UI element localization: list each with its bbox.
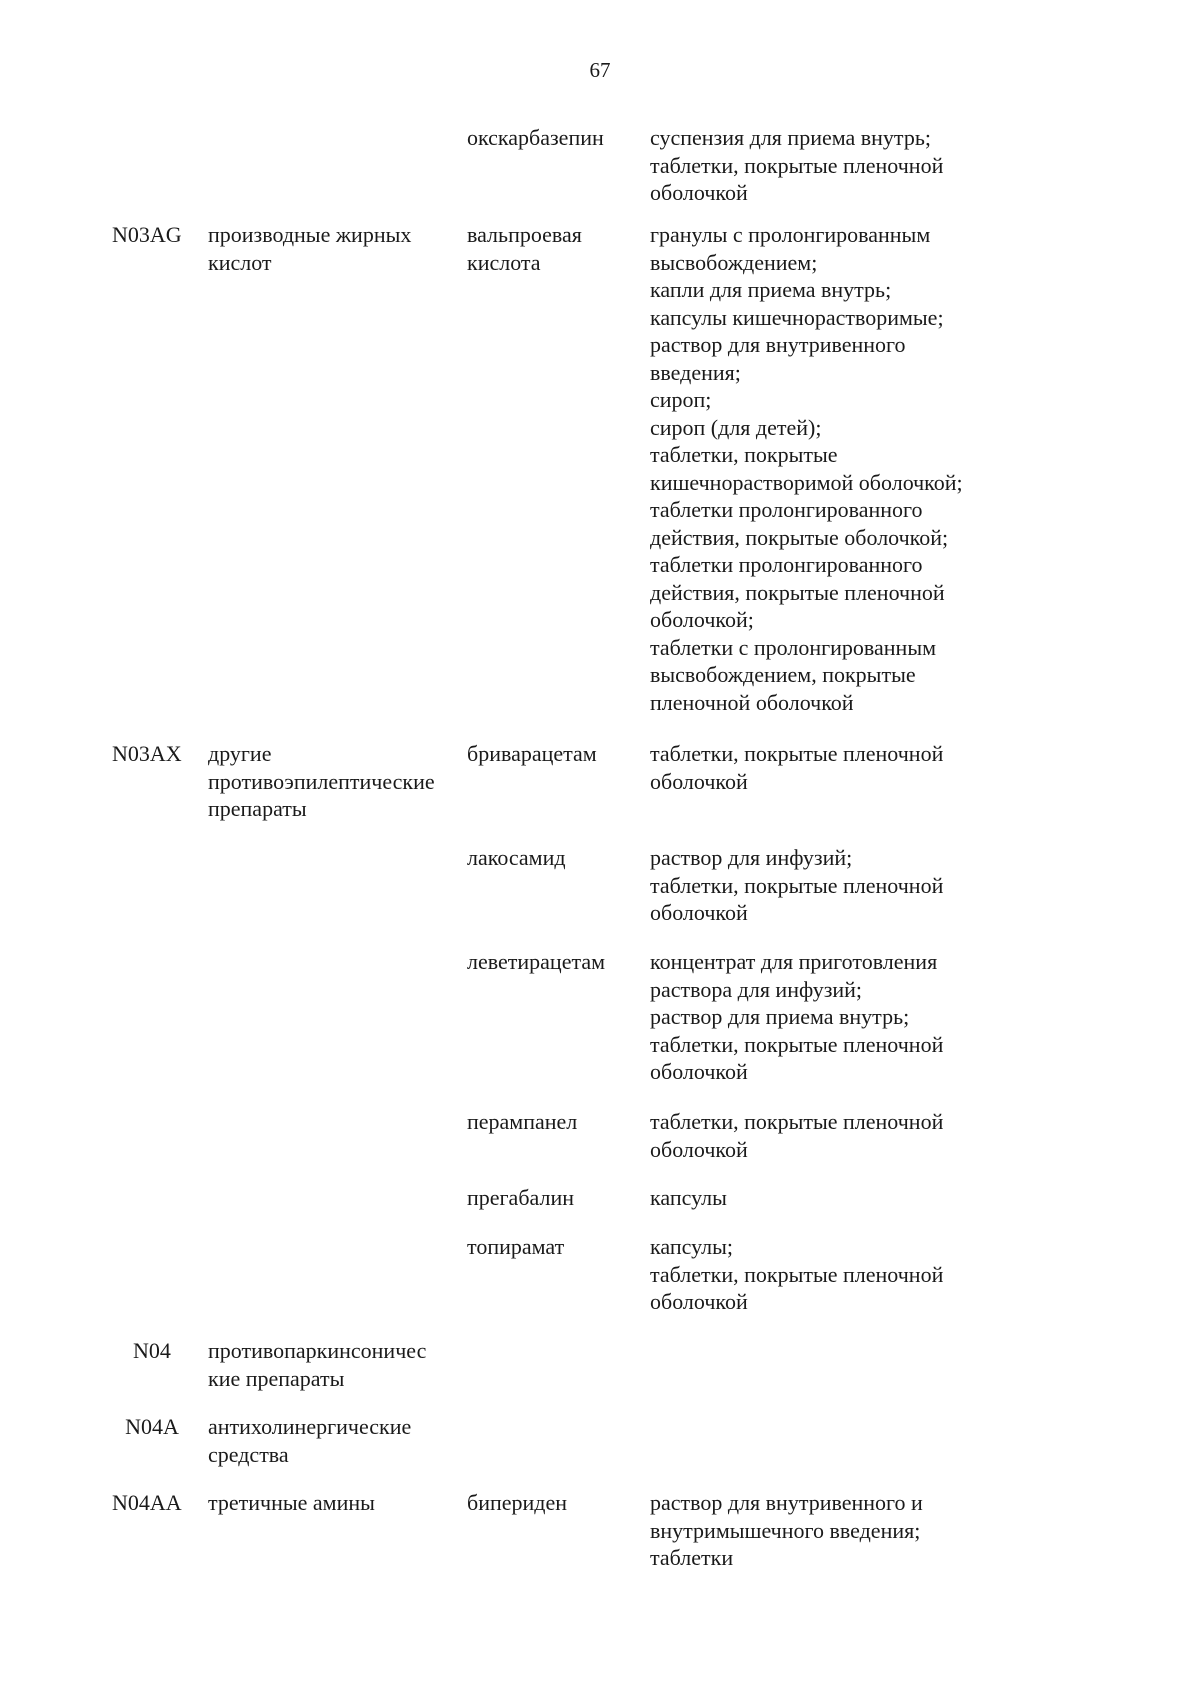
drug-name: перампанел: [467, 1109, 578, 1134]
table-row: [0, 740, 1200, 844]
table-row: [0, 221, 1200, 740]
atc-code: N04A: [125, 1414, 179, 1439]
anatomical-therapeutic-group: производные жирных кислот: [208, 222, 412, 275]
table-row: [0, 844, 1200, 948]
atc-code: N03AG: [112, 222, 182, 247]
table-row: [0, 1413, 1200, 1489]
anatomical-therapeutic-group: противопаркинсоничес кие препараты: [208, 1338, 427, 1391]
dosage-forms: раствор для инфузий; таблетки, покрытые пленочной оболочкой: [650, 845, 944, 925]
drug-name: бипериден: [467, 1490, 568, 1515]
table-row: [0, 1489, 1200, 1579]
dosage-forms: гранулы с пролонгированным высвобождением; капли для приема внутрь; капсулы кишечнорастворимые; раствор для внутривенного введения; сироп; сироп (для детей); таблетки, покрытые кишечнорастворимой оболочкой; таблетки пролонгированного действия, покрытые оболочкой; таблетки пролонгированного действия, покрытые пленочной оболочкой; таблетки с пролонгированным высвобождением, покрытые пленочной оболочкой: [650, 222, 963, 715]
dosage-forms: раствор для внутривенного и внутримышечного введения; таблетки: [650, 1490, 923, 1570]
drug-name: прегабалин: [467, 1185, 575, 1210]
atc-code: N03AX: [112, 741, 182, 766]
dosage-forms: суспензия для приема внутрь; таблетки, покрытые пленочной оболочкой: [650, 125, 944, 205]
drug-name: топирамат: [467, 1234, 565, 1259]
dosage-forms: капсулы; таблетки, покрытые пленочной оболочкой: [650, 1234, 944, 1314]
drug-table: [0, 124, 1200, 1579]
atc-code: N04: [133, 1338, 171, 1363]
table-row: [0, 124, 1200, 221]
dosage-forms: концентрат для приготовления раствора для инфузий; раствор для приема внутрь; таблетки, покрытые пленочной оболочкой: [650, 949, 944, 1084]
table-row: [0, 948, 1200, 1108]
table-row: [0, 1233, 1200, 1337]
dosage-forms: таблетки, покрытые пленочной оболочкой: [650, 1109, 944, 1162]
drug-name: лакосамид: [467, 845, 566, 870]
table-row: [0, 1337, 1200, 1413]
table-row: [0, 1108, 1200, 1184]
drug-name: вальпроевая кислота: [467, 222, 582, 275]
table-row: [0, 1184, 1200, 1233]
atc-code: N04AA: [112, 1490, 182, 1515]
drug-name: леветирацетам: [467, 949, 606, 974]
dosage-forms: таблетки, покрытые пленочной оболочкой: [650, 741, 944, 794]
anatomical-therapeutic-group: третичные амины: [208, 1490, 375, 1515]
drug-name: бриварацетам: [467, 741, 597, 766]
anatomical-therapeutic-group: другие противоэпилептические препараты: [208, 741, 435, 821]
page-number: 67: [589, 58, 611, 82]
dosage-forms: капсулы: [650, 1185, 727, 1210]
anatomical-therapeutic-group: антихолинергические средства: [208, 1414, 412, 1467]
drug-name: окскарбазепин: [467, 125, 604, 150]
